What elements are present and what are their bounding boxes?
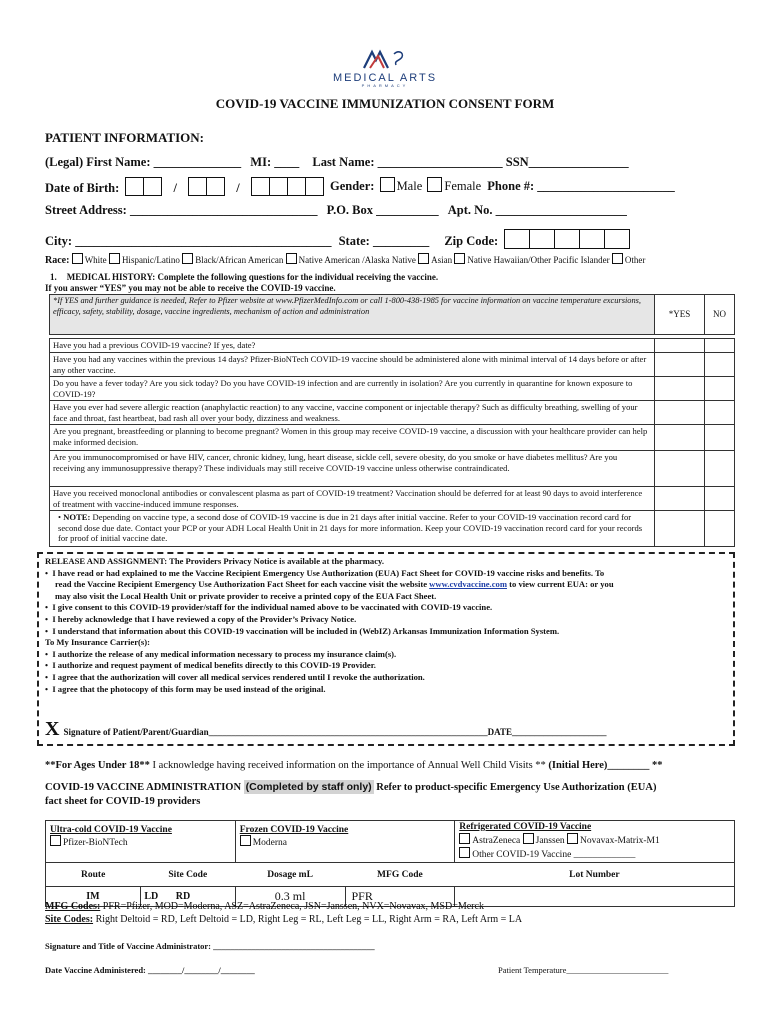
- gender-label: Gender:: [330, 179, 375, 193]
- race-hispanic-checkbox[interactable]: [109, 253, 120, 264]
- phone-field[interactable]: Phone #: ______________________: [487, 179, 675, 193]
- dosage-header: Dosage mL: [267, 869, 313, 880]
- race-other-checkbox[interactable]: [612, 253, 623, 264]
- novavax-label: Novavax-Matrix-M1: [580, 836, 660, 846]
- route-value[interactable]: IM: [46, 887, 141, 907]
- question-5: Are you pregnant, breastfeeding or planning to become pregnant? Women in this group may receive COVID-19 vaccine, a discussion with your healthcare provider can help make informed decision.: [50, 425, 655, 451]
- refrigerated-title: Refrigerated COVID-19 Vaccine: [459, 822, 592, 832]
- male-label: Male: [396, 179, 423, 193]
- ultra-cold-cell: [46, 821, 236, 863]
- race-hawaiian-checkbox[interactable]: [454, 253, 465, 264]
- dob-year-box-3[interactable]: [287, 177, 306, 196]
- po-box-field[interactable]: P.O. Box __________: [326, 203, 439, 217]
- race-row: [45, 253, 645, 266]
- release-bullet-4-text: I understand that information about this COVID-19 vaccination will be included in (WebIZ) Arkansas Immunization Information System.: [52, 625, 560, 636]
- site-code-header: Site Code: [168, 869, 208, 880]
- release-bullet-4: • I understand that information about this COVID-19 vaccination will be included in (WebIZ) Arkansas Immunization Information System.: [45, 625, 560, 636]
- release-bullet-2: • I give consent to this COVID-19 provider/staff for the individual named above to be vaccinated with COVID-19 vaccine.: [45, 602, 493, 613]
- moderna-label: Moderna: [252, 838, 288, 848]
- refrigerated-items: [459, 833, 730, 847]
- race-black-label: Black/African American: [195, 255, 284, 265]
- dosage-value[interactable]: 0.3 ml: [235, 887, 345, 907]
- question-4-no[interactable]: [705, 401, 735, 425]
- ultra-cold-title: Ultra-cold COVID-19 Vaccine: [50, 825, 172, 835]
- first-name-field[interactable]: (Legal) First Name: ______________: [45, 155, 242, 169]
- question-3: Do you have a fever today? Are you sick today? Do you have COVID-19 infection and are currently in isolation? Are you currently in quarantine for known exposure to COVID-19?: [50, 377, 655, 401]
- insurance-bullet-2: • I authorize and request payment of medical benefits directly to this COVID-19 Provider.: [45, 660, 376, 671]
- patient-signature-line[interactable]: Signature of Patient/Parent/Guardian______________________________________________________________DATE_____________________: [63, 727, 607, 737]
- frozen-title: Frozen COVID-19 Vaccine: [239, 825, 349, 835]
- race-asian-checkbox[interactable]: [418, 253, 429, 264]
- female-label: Female: [444, 179, 482, 193]
- release-bullet-2-text: I give consent to this COVID-19 provider/staff for the individual named above to be vaccinated with COVID-19 vaccine.: [52, 602, 493, 613]
- race-hawaiian-label: Native Hawaiian/Other Pacific Islander: [467, 255, 610, 265]
- admin-heading-rest-2: fact sheet for COVID-19 providers: [45, 796, 201, 807]
- refrigerated-cell: [455, 821, 735, 863]
- administrator-signature-line[interactable]: Signature and Title of Vaccine Administrator: ______________________________________: [45, 941, 375, 951]
- insurance-bullet-4-text: I agree that the photocopy of this form may be used instead of the original.: [52, 683, 326, 694]
- release-bullet-1-text-d: may also visit the Local Health Unit or private provider to receive a printed copy of the EUA Fact Sheet.: [55, 590, 437, 601]
- city-field[interactable]: City: _________________________________________: [45, 234, 332, 248]
- question-6-yes[interactable]: [655, 451, 705, 487]
- apt-no-field[interactable]: Apt. No. _____________________: [447, 203, 627, 217]
- mfg-code-header: MFG Code: [377, 869, 423, 880]
- ultra-cold-item: [50, 835, 231, 848]
- question-4: Have you ever had severe allergic reaction (anaphylactic reaction) to any vaccine, vaccine component or injectable therapy? Such as difficulty breathing, swelling of your face and throat, fast heartbeat, bad rash all over your body, dizziness and weakness.: [50, 401, 655, 425]
- dob-slash-2: /: [236, 181, 240, 195]
- question-2-no[interactable]: [705, 353, 735, 377]
- lot-number-header: Lot Number: [455, 863, 735, 887]
- ages-text: I acknowledge having received information on the importance of Annual Well Child Visits **: [152, 760, 546, 771]
- site-codes-text: Right Deltoid = RD, Left Deltoid = LD, Right Leg = RL, Left Leg = LL, Right Arm = RA, Left Arm = LA: [95, 914, 523, 925]
- zip-box-4[interactable]: [579, 229, 605, 249]
- insurance-bullet-1: • I authorize the release of any medical information necessary to process my insurance claim(s).: [45, 648, 397, 659]
- release-bullet-1-text: I have read or had explained to me the Vaccine Recipient Emergency Use Authorization (EUA) Fact Sheet for COVID-19 vaccine risks and benefits. To: [52, 567, 605, 578]
- question-5-no[interactable]: [705, 425, 735, 451]
- release-section: [45, 556, 725, 695]
- logo: [330, 48, 440, 94]
- release-bullet-1-cont: [45, 579, 725, 591]
- note-row: • NOTE: Depending on vaccine type, a second dose of COVID-19 vaccine is due in 21 days after initial vaccine. Refer to your COVID-19 vaccination record card for second dose due date. Contact your PCP or your ADH Local Health Unit in 21 days for more information. Keep your COVID-19 vaccination record card for your records for proof of initial vaccine date.: [50, 511, 655, 547]
- ages-prefix: **For Ages Under 18**: [45, 760, 150, 771]
- note-label: NOTE:: [63, 512, 91, 522]
- mi-field[interactable]: MI: ____: [250, 155, 300, 169]
- other-vaccine-checkbox[interactable]: [459, 847, 470, 858]
- brand-name: MEDICAL ARTS: [332, 72, 438, 84]
- zip-box-1[interactable]: [504, 229, 530, 249]
- patient-info-heading: PATIENT INFORMATION:: [45, 130, 205, 145]
- release-bullet-1-text-c: to view current EUA: or you: [509, 579, 614, 590]
- pfizer-label: Pfizer-BioNTech: [63, 838, 128, 848]
- other-vaccine-label[interactable]: Other COVID-19 Vaccine _____________: [472, 850, 636, 860]
- initial-here-field[interactable]: (Initial Here)________ **: [548, 760, 663, 771]
- administration-table: [45, 820, 735, 907]
- name-row: [45, 155, 629, 170]
- admin-heading: COVID-19 VACCINE ADMINISTRATION: [45, 782, 242, 793]
- note-yes-cell: [655, 511, 705, 547]
- pfizer-checkbox[interactable]: [50, 835, 61, 846]
- address-row: [45, 203, 627, 218]
- question-3-yes[interactable]: [655, 377, 705, 401]
- astrazeneca-checkbox[interactable]: [459, 833, 470, 844]
- question-6-no[interactable]: [705, 451, 735, 487]
- janssen-label: Janssen: [535, 836, 565, 846]
- admin-heading-row: [45, 781, 656, 793]
- dob-year-box-4[interactable]: [305, 177, 324, 196]
- site-ld[interactable]: LD: [144, 891, 159, 902]
- medical-heading-text: MEDICAL HISTORY: Complete the following questions for the individual receiving the vaccine.: [66, 272, 439, 282]
- male-checkbox[interactable]: [380, 177, 395, 192]
- dob-slash-1: /: [173, 181, 178, 195]
- question-2-yes[interactable]: [655, 353, 705, 377]
- question-3-no[interactable]: [705, 377, 735, 401]
- insurance-bullet-3: • I agree that the authorization will cover all medical services rendered until I revoke the authorization.: [45, 671, 425, 682]
- guidance-note: *If YES and further guidance is needed, Refer to Pfizer website at www.PfizerMedInfo.com or call 1-800-438-1985 for vaccine information on vaccine temperature excursions, efficacy, safety, stability, dosage, vaccine ingredients, mechanism of action and administration: [50, 295, 655, 335]
- release-bullet-1-text-b: read the Vaccine Recipient Emergency Use Authorization Fact Sheet for each vaccine visit the website: [55, 579, 428, 590]
- zip-label: Zip Code:: [444, 234, 499, 248]
- insurance-bullet-1-text: I authorize the release of any medical information necessary to process my insurance claim(s).: [52, 648, 397, 659]
- question-1-yes[interactable]: [655, 339, 705, 353]
- question-2: Have you had any vaccines within the previous 14 days? Pfizer-BioNTech COVID-19 vaccine should be administered alone with minimal interval of 14 days before or after any other vaccine.: [50, 353, 655, 377]
- staff-only-label: (Completed by staff only): [245, 781, 372, 793]
- race-black-checkbox[interactable]: [182, 253, 193, 264]
- zip-box-5[interactable]: [604, 229, 630, 249]
- female-checkbox[interactable]: [427, 177, 442, 192]
- no-column-header: NO: [705, 295, 735, 335]
- dob-label: Date of Birth:: [45, 181, 120, 195]
- insurance-heading: To My Insurance Carrier(s):: [45, 637, 150, 648]
- moderna-checkbox[interactable]: [240, 835, 251, 846]
- zip-box-3[interactable]: [554, 229, 580, 249]
- release-bullet-3: • I hereby acknowledge that I have reviewed a copy of the Provider’s Privacy Notice.: [45, 613, 357, 624]
- street-address-field[interactable]: Street Address: ______________________________: [45, 203, 318, 217]
- question-7-yes[interactable]: [655, 487, 705, 511]
- dob-year-box-2[interactable]: [269, 177, 288, 196]
- brand-subname: PHARMACY: [361, 83, 409, 88]
- race-white-checkbox[interactable]: [72, 253, 83, 264]
- note-no-cell: [705, 511, 735, 547]
- question-5-yes[interactable]: [655, 425, 705, 451]
- race-white-label: White: [84, 255, 107, 265]
- dob-month-box-1[interactable]: [125, 177, 144, 196]
- astrazeneca-label: AstraZeneca: [472, 836, 521, 846]
- dob-day-box-2[interactable]: [206, 177, 225, 196]
- race-native-american-checkbox[interactable]: [286, 253, 297, 264]
- yes-column-header: *YES: [655, 295, 705, 335]
- race-hispanic-label: Hispanic/Latino: [121, 255, 180, 265]
- patient-temperature-line[interactable]: Patient Temperature________________________: [498, 965, 669, 975]
- signature-x: X: [45, 718, 60, 740]
- note-text: Depending on vaccine type, a second dose of COVID-19 vaccine is due in 21 days after initial vaccine. Refer to your COVID-19 vaccination record card for second dose due date. Contact your PCP or your ADH Local Health Unit in 21 days for more information. Keep your COVID-19 vaccination record card for your records for proof of initial vaccine date.: [58, 512, 643, 543]
- insurance-bullet-2-text: I authorize and request payment of medical benefits directly to this COVID-19 Provider.: [52, 660, 376, 671]
- question-1-no[interactable]: [705, 339, 735, 353]
- insurance-bullet-4: • I agree that the photocopy of this form may be used instead of the original.: [45, 683, 326, 694]
- mfg-codes-legend: [45, 901, 484, 912]
- mfg-code-value[interactable]: PFR: [345, 887, 455, 907]
- gender-row: [330, 177, 675, 194]
- site-codes-label: Site Codes:: [45, 914, 94, 925]
- question-4-yes[interactable]: [655, 401, 705, 425]
- other-vaccine-item: [459, 847, 730, 861]
- date-administered-line[interactable]: Date Vaccine Administered: ________/________/________: [45, 965, 255, 975]
- medical-history-heading: [50, 272, 438, 282]
- patient-signature-row: [45, 718, 606, 741]
- release-bullet-1: • I have read or had explained to me the Vaccine Recipient Emergency Use Authorization (EUA) Fact Sheet for COVID-19 vaccine risks and benefits. To: [45, 567, 605, 578]
- janssen-checkbox[interactable]: [523, 833, 534, 844]
- last-name-field[interactable]: Last Name: ____________________: [312, 155, 503, 169]
- zip-box-2[interactable]: [529, 229, 555, 249]
- release-heading: RELEASE AND ASSIGNMENT: The Providers Privacy Notice is available at the pharmacy.: [45, 556, 384, 566]
- lot-number-value[interactable]: [455, 887, 735, 907]
- dob-year-box-1[interactable]: [251, 177, 270, 196]
- novavax-checkbox[interactable]: [567, 833, 578, 844]
- site-codes-legend: [45, 914, 522, 925]
- site-rd[interactable]: RD: [175, 891, 191, 902]
- page-title: COVID-19 VACCINE IMMUNIZATION CONSENT FORM: [215, 96, 555, 111]
- section-number: 1.: [50, 272, 57, 282]
- race-native-american-label: Native American /Alaska Native: [298, 255, 416, 265]
- mfg-codes-text: PFR=Pfizer, MOD=Moderna, ASZ=AstraZeneca, JSN=Janssen, NVX=Novavax, MSD=Merck: [102, 901, 484, 912]
- route-header: Route: [46, 863, 141, 887]
- question-7-no[interactable]: [705, 487, 735, 511]
- dob-day-box-1[interactable]: [188, 177, 207, 196]
- dob-row: [45, 177, 324, 196]
- race-other-label: Other: [624, 255, 646, 265]
- race-asian-label: Asian: [431, 255, 453, 265]
- release-bullet-3-text: I hereby acknowledge that I have reviewed a copy of the Provider’s Privacy Notice.: [52, 613, 357, 624]
- race-label: Race:: [45, 255, 70, 266]
- medical-warning: If you answer “YES” you may not be able to receive the COVID-19 vaccine.: [45, 283, 336, 293]
- city-row: [45, 229, 629, 249]
- logo-mark-icon: [360, 48, 410, 72]
- mfg-codes-label: MFG Codes:: [45, 901, 101, 912]
- ages-under-18-row: [45, 760, 663, 771]
- question-1: Have you had a previous COVID-19 vaccine? If yes, date?: [50, 339, 655, 353]
- ssn-field[interactable]: SSN________________: [505, 155, 629, 169]
- frozen-item: [240, 835, 451, 848]
- insurance-bullet-3-text: I agree that the authorization will cover all medical services rendered until I revoke the authorization.: [52, 671, 425, 682]
- question-7: Have you received monoclonal antibodies or convalescent plasma as part of COVID-19 treatment? Vaccination should be deferred for at least 90 days to avoid interference of treatment with vaccine-induced immune responses.: [50, 487, 655, 511]
- frozen-cell: [235, 821, 455, 863]
- eua-link[interactable]: www.cvdvaccine.com: [429, 579, 507, 590]
- medical-history-table: [49, 294, 735, 547]
- dob-month-box-2[interactable]: [143, 177, 162, 196]
- question-6: Are you immunocompromised or have HIV, cancer, chronic kidney, lung, heart disease, sickle cell, severe obesity, do you smoke or have diabetes mellitus? Are you receiving any immunosuppressive therapy? These individuals may still receive COVID-19 vaccine unless otherwise contraindicated.: [50, 451, 655, 487]
- admin-heading-rest: Refer to product-specific Emergency Use Authorization (EUA): [376, 782, 657, 793]
- state-field[interactable]: State: _________: [338, 234, 430, 248]
